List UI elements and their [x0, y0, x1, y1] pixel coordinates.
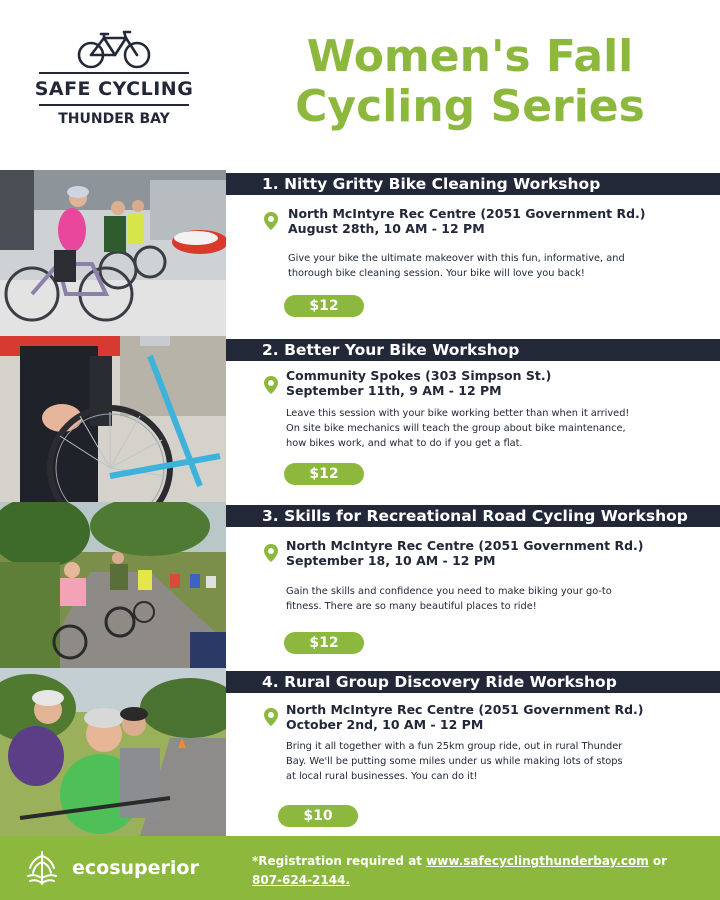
workshop-description-2 [286, 406, 706, 451]
location-pin-icon [264, 544, 278, 562]
workshop-photo-4 [0, 668, 226, 836]
page-title [250, 32, 690, 132]
location-pin-icon [264, 212, 278, 230]
registration-note [252, 852, 712, 890]
title-line-1: Women's Fall [306, 31, 634, 82]
workshop-location-2: Community Spokes (303 Simpson St.) [286, 368, 552, 383]
workshop-card-3 [0, 502, 720, 668]
workshop-location-4: North McIntyre Rec Centre (2051 Government Rd.) [286, 702, 644, 717]
phone-link[interactable]: 807-624-2144. [252, 873, 351, 887]
registration-prefix: *Registration required at [252, 854, 427, 868]
workshop-datetime-3: September 18, 10 AM - 12 PM [286, 553, 496, 568]
workshop-heading-2: 2. Better Your Bike Workshop [226, 339, 720, 361]
workshop-card-2 [0, 336, 720, 502]
workshop-heading-3: 3. Skills for Recreational Road Cycling Workshop [226, 505, 720, 527]
description-line: how bikes work, and what to do if you get a flat. [286, 438, 523, 449]
description-line: Leave this session with your bike working better than when it arrived! [286, 408, 630, 419]
workshop-location-block-2 [286, 368, 706, 398]
description-line: Bring it all together with a fun 25km group ride, out in rural Thunder [286, 741, 623, 752]
location-pin-icon [264, 708, 278, 726]
workshop-location-block-3 [286, 538, 706, 568]
safe-cycling-logo [28, 28, 200, 138]
website-link[interactable]: www.safecyclingthunderbay.com [426, 854, 649, 868]
description-line: Gain the skills and confidence you need to make biking your go-to [286, 586, 612, 597]
price-badge-1: $12 [284, 295, 364, 317]
logo-sub-text: THUNDER BAY [58, 111, 170, 127]
workshop-datetime-4: October 2nd, 10 AM - 12 PM [286, 717, 484, 732]
title-line-2: Cycling Series [295, 81, 645, 132]
location-pin-icon [264, 376, 278, 394]
workshop-location-block-4 [286, 702, 706, 732]
description-line: On site bike mechanics will teach the group about bike maintenance, [286, 423, 626, 434]
header [0, 0, 720, 170]
workshop-description-1 [288, 251, 708, 281]
price-badge-4: $10 [278, 805, 358, 827]
workshop-photo-1 [0, 170, 226, 336]
workshop-photo-3 [0, 502, 226, 668]
workshop-card-4 [0, 668, 720, 836]
description-line: fitness. There are so many beautiful places to ride! [286, 601, 537, 612]
workshop-photo-2 [0, 336, 226, 502]
workshop-heading-4: 4. Rural Group Discovery Ride Workshop [226, 671, 720, 693]
workshop-datetime-2: September 11th, 9 AM - 12 PM [286, 383, 502, 398]
workshop-description-4 [286, 739, 706, 784]
footer [0, 836, 720, 900]
workshop-location-1: North McIntyre Rec Centre (2051 Government Rd.) [288, 206, 646, 221]
bicycle-icon [74, 28, 154, 70]
registration-or: or [648, 854, 668, 868]
ecosuperior-logo-text: ecosuperior [72, 857, 199, 879]
price-badge-3: $12 [284, 632, 364, 654]
workshop-card-1 [0, 170, 720, 336]
workshop-datetime-1: August 28th, 10 AM - 12 PM [288, 221, 485, 236]
workshop-location-block-1 [288, 206, 708, 236]
description-line: thorough bike cleaning session. Your bike will love you back! [288, 268, 585, 279]
description-line: at local rural businesses. You can do it! [286, 771, 478, 782]
ecosuperior-leaf-icon [24, 850, 60, 886]
price-badge-2: $12 [284, 463, 364, 485]
workshop-location-3: North McIntyre Rec Centre (2051 Government Rd.) [286, 538, 644, 553]
description-line: Bay. We'll be putting some miles under us while making lots of stops [286, 756, 623, 767]
workshop-heading-1: 1. Nitty Gritty Bike Cleaning Workshop [226, 173, 720, 195]
description-line: Give your bike the ultimate makeover with this fun, informative, and [288, 253, 625, 264]
workshop-description-3 [286, 584, 706, 614]
logo-main-text: SAFE CYCLING [34, 78, 194, 100]
